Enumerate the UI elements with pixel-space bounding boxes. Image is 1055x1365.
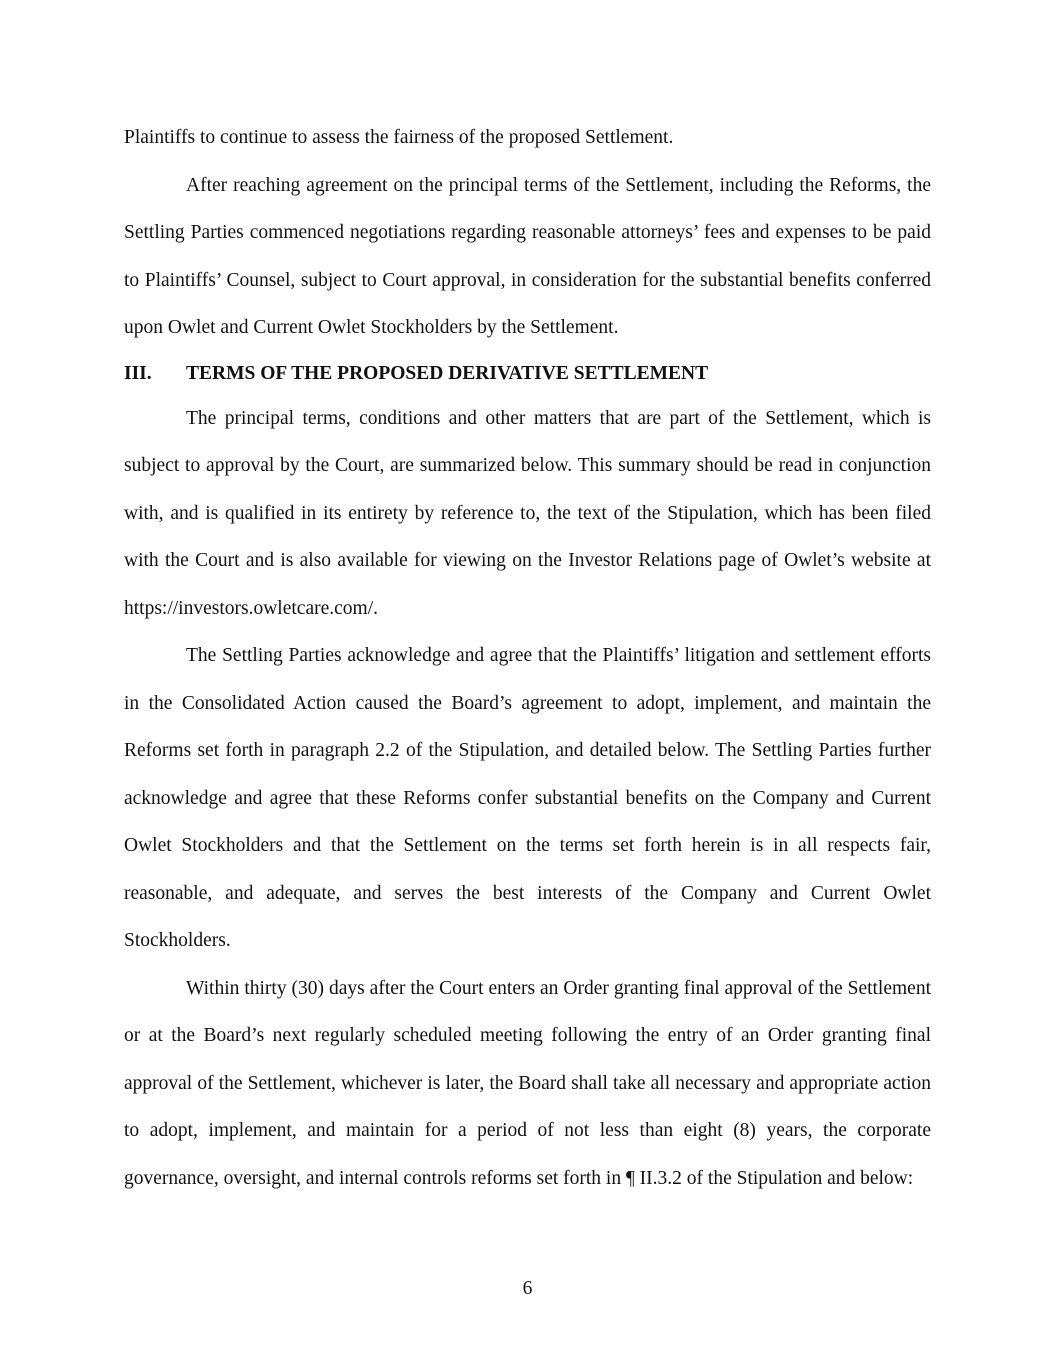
paragraph-reforms-adoption: Within thirty (30) days after the Court enters an Order granting final approval of the Settlement or at the Board’s next regularly scheduled meeting following the entry of an Order granting final approval of the Settlement, whichever is later, the Board shall take all necessary and appropriate action to adopt, implement, and maintain for a period of not less than eight (8) years, the corporate governance, oversight, and internal controls reforms set forth in ¶ II.3.2 of the Stipulation and below: bbox=[124, 977, 931, 1189]
paragraph-continuation: Plaintiffs to continue to assess the fairness of the proposed Settlement. bbox=[124, 127, 674, 148]
section-heading bbox=[124, 352, 931, 395]
paragraph-principal-terms: The principal terms, conditions and other matters that are part of the Settlement, which is subject to approval by the Court, are summarized below. This summary should be read in conjunction with, and is qualified in its entirety by reference to, the text of the Stipulation, which has been filed with the Court and is also available for viewing on the Investor Relations page of Owlet’s website at https://investors.owletcare.com/. bbox=[124, 407, 931, 619]
page-number: 6 bbox=[522, 1278, 533, 1299]
document-body bbox=[124, 114, 931, 1202]
paragraph-acknowledgement: The Settling Parties acknowledge and agree that the Plaintiffs’ litigation and settlement efforts in the Consolidated Action caused the Board’s agreement to adopt, implement, and maintain the Reforms set forth in paragraph 2.2 of the Stipulation, and detailed below. The Settling Parties further acknowledge and agree that these Reforms confer substantial benefits on the Company and Current Owlet Stockholders and that the Settlement on the terms set forth herein is in all respects fair, reasonable, and adequate, and serves the best interests of the Company and Current Owlet Stockholders. bbox=[124, 645, 931, 951]
paragraph-attorneys-fees: After reaching agreement on the principal terms of the Settlement, including the Reforms, the Settling Parties commenced negotiations regarding reasonable attorneys’ fees and expenses to be paid to Plaintiffs’ Counsel, subject to Court approval, in consideration for the substantial benefits conferred upon Owlet and Current Owlet Stockholders by the Settlement. bbox=[124, 174, 931, 338]
section-number: III. bbox=[124, 362, 152, 384]
section-title: TERMS OF THE PROPOSED DERIVATIVE SETTLEMENT bbox=[186, 362, 709, 384]
